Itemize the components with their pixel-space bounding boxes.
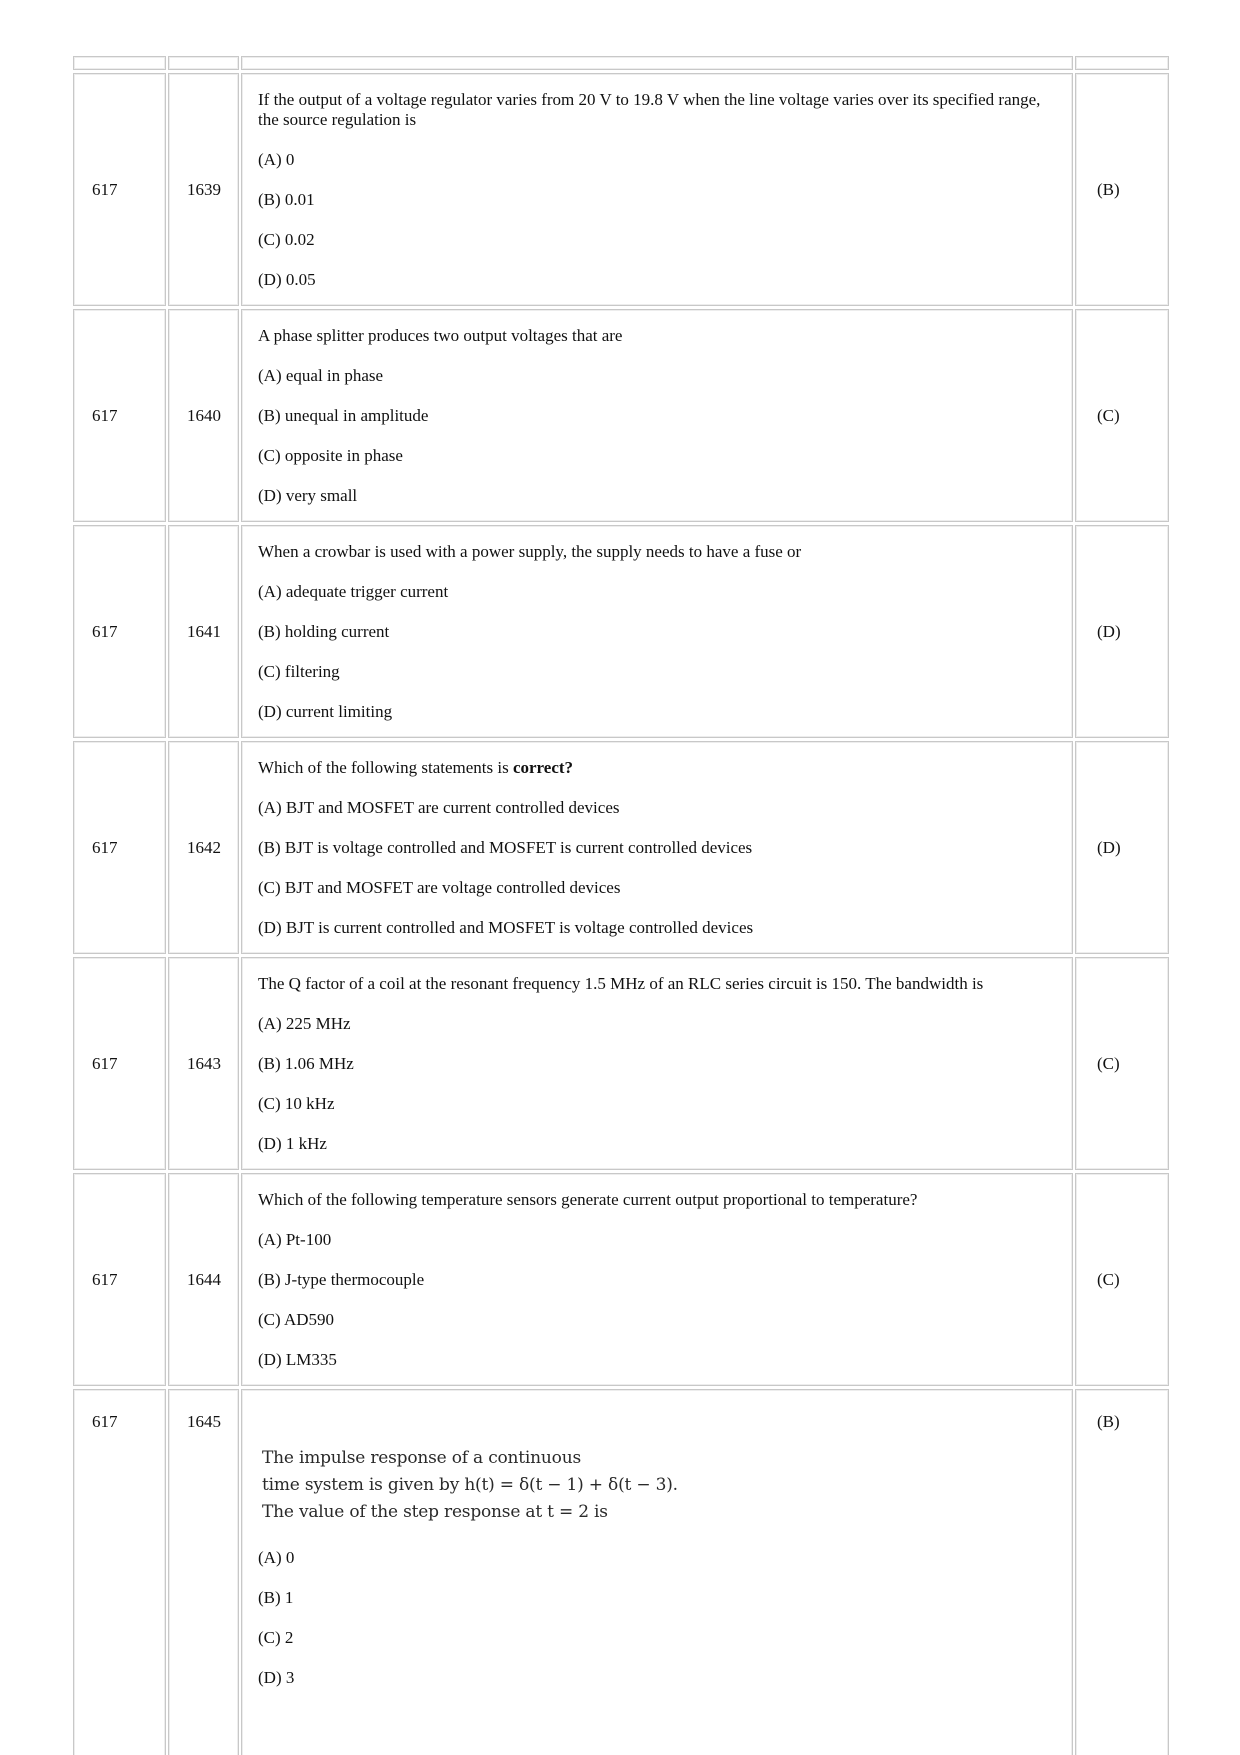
question-id: 1643 bbox=[187, 1053, 221, 1073]
cell-number bbox=[73, 73, 166, 306]
option-d: (D) very small bbox=[258, 486, 358, 505]
question-number: 617 bbox=[92, 837, 118, 857]
question-id: 1641 bbox=[187, 621, 221, 641]
cell-answer bbox=[1075, 56, 1169, 70]
option-d: (D) BJT is current controlled and MOSFET is voltage controlled devices bbox=[258, 918, 754, 937]
option-c: (C) filtering bbox=[258, 662, 340, 681]
question-id: 1639 bbox=[187, 179, 221, 199]
cell-question bbox=[241, 309, 1073, 522]
question-stem: The Q factor of a coil at the resonant frequency 1.5 MHz of an RLC series circuit is 150. The bandwidth is bbox=[258, 974, 984, 993]
option-d: (D) 3 bbox=[258, 1668, 295, 1687]
table-row bbox=[73, 525, 1169, 738]
question-stem: Which of the following temperature sensors generate current output proportional to temperature? bbox=[258, 1190, 918, 1209]
question-stem-text: Which of the following statements is bbox=[258, 758, 513, 777]
cell-answer bbox=[1075, 73, 1169, 306]
cell-answer bbox=[1075, 1389, 1169, 1755]
option-c: (C) opposite in phase bbox=[258, 446, 403, 465]
question-stem-image bbox=[262, 1445, 1056, 1526]
answer-key: (B) bbox=[1097, 1412, 1120, 1431]
table-row bbox=[73, 1389, 1169, 1755]
cell-question-id bbox=[168, 525, 239, 738]
option-a: (A) equal in phase bbox=[258, 366, 384, 385]
question-number: 617 bbox=[92, 1412, 118, 1431]
cell-number bbox=[73, 957, 166, 1170]
cell-question-id bbox=[168, 957, 239, 1170]
cell-answer bbox=[1075, 309, 1169, 522]
question-stem: If the output of a voltage regulator varies from 20 V to 19.8 V when the line voltage varies over its specified range, the source regulation is bbox=[258, 90, 1041, 129]
cell-number bbox=[73, 309, 166, 522]
option-a: (A) adequate trigger current bbox=[258, 582, 449, 601]
question-number: 617 bbox=[92, 1053, 118, 1073]
question-stem: When a crowbar is used with a power supply, the supply needs to have a fuse or bbox=[258, 542, 802, 561]
option-c: (C) 0.02 bbox=[258, 230, 315, 249]
question-id: 1642 bbox=[187, 837, 221, 857]
cell-question bbox=[241, 73, 1073, 306]
table-row bbox=[73, 1173, 1169, 1386]
cell-answer bbox=[1075, 957, 1169, 1170]
cell-question bbox=[241, 1173, 1073, 1386]
answer-key: (D) bbox=[1097, 621, 1121, 641]
question-id: 1644 bbox=[187, 1269, 221, 1289]
answer-key: (C) bbox=[1097, 1269, 1120, 1289]
question-id: 1645 bbox=[187, 1412, 221, 1431]
table-row bbox=[73, 309, 1169, 522]
question-number: 617 bbox=[92, 1269, 118, 1289]
option-c: (C) 10 kHz bbox=[258, 1094, 335, 1113]
table-row bbox=[73, 73, 1169, 306]
question-id: 1640 bbox=[187, 405, 221, 425]
cell-number bbox=[73, 1173, 166, 1386]
cell-number bbox=[73, 525, 166, 738]
cell-question-id bbox=[168, 309, 239, 522]
option-c: (C) 2 bbox=[258, 1628, 294, 1647]
question-stem bbox=[258, 756, 1056, 778]
option-d: (D) 0.05 bbox=[258, 270, 316, 289]
question-number: 617 bbox=[92, 621, 118, 641]
option-b: (B) 0.01 bbox=[258, 190, 315, 209]
question-stem-line: time system is given by h(t) = δ(t − 1) + δ(t − 3). bbox=[262, 1475, 678, 1495]
cell-question bbox=[241, 957, 1073, 1170]
cell-number bbox=[73, 741, 166, 954]
option-c: (C) AD590 bbox=[258, 1310, 335, 1329]
option-c: (C) BJT and MOSFET are voltage controlled devices bbox=[258, 878, 621, 897]
question-stem-line: The impulse response of a continuous bbox=[262, 1448, 581, 1468]
cell-question-id bbox=[168, 56, 239, 70]
cell-question bbox=[241, 1389, 1073, 1755]
cell-question-id bbox=[168, 73, 239, 306]
cell-question bbox=[241, 56, 1073, 70]
question-stem-emphasis: correct? bbox=[512, 758, 574, 777]
option-b: (B) BJT is voltage controlled and MOSFET is current controlled devices bbox=[258, 838, 753, 857]
cell-question-id bbox=[168, 1173, 239, 1386]
cell-number bbox=[73, 56, 166, 70]
table-row bbox=[73, 741, 1169, 954]
answer-key: (D) bbox=[1097, 837, 1121, 857]
cell-question bbox=[241, 525, 1073, 738]
option-b: (B) 1 bbox=[258, 1588, 294, 1607]
answer-key: (C) bbox=[1097, 1053, 1120, 1073]
option-d: (D) LM335 bbox=[258, 1350, 337, 1369]
option-a: (A) 0 bbox=[258, 150, 295, 169]
cell-answer bbox=[1075, 741, 1169, 954]
cell-number bbox=[73, 1389, 166, 1755]
cell-question-id bbox=[168, 741, 239, 954]
cell-answer bbox=[1075, 525, 1169, 738]
option-b: (B) 1.06 MHz bbox=[258, 1054, 354, 1073]
table-row-partial bbox=[73, 56, 1169, 70]
option-b: (B) unequal in amplitude bbox=[258, 406, 429, 425]
question-number: 617 bbox=[92, 405, 118, 425]
option-a: (A) BJT and MOSFET are current controlled devices bbox=[258, 798, 620, 817]
option-b: (B) holding current bbox=[258, 622, 390, 641]
question-stem: A phase splitter produces two output voltages that are bbox=[258, 326, 623, 345]
option-a: (A) 0 bbox=[258, 1548, 295, 1567]
cell-answer bbox=[1075, 1173, 1169, 1386]
question-number: 617 bbox=[92, 179, 118, 199]
option-d: (D) 1 kHz bbox=[258, 1134, 327, 1153]
option-b: (B) J-type thermocouple bbox=[258, 1270, 425, 1289]
table-row bbox=[73, 957, 1169, 1170]
option-a: (A) 225 MHz bbox=[258, 1014, 351, 1033]
question-stem-line: The value of the step response at t = 2 is bbox=[262, 1502, 608, 1522]
answer-key: (B) bbox=[1097, 179, 1120, 199]
option-d: (D) current limiting bbox=[258, 702, 393, 721]
cell-question-id bbox=[168, 1389, 239, 1755]
option-a: (A) Pt-100 bbox=[258, 1230, 332, 1249]
answer-key: (C) bbox=[1097, 405, 1120, 425]
cell-question bbox=[241, 741, 1073, 954]
